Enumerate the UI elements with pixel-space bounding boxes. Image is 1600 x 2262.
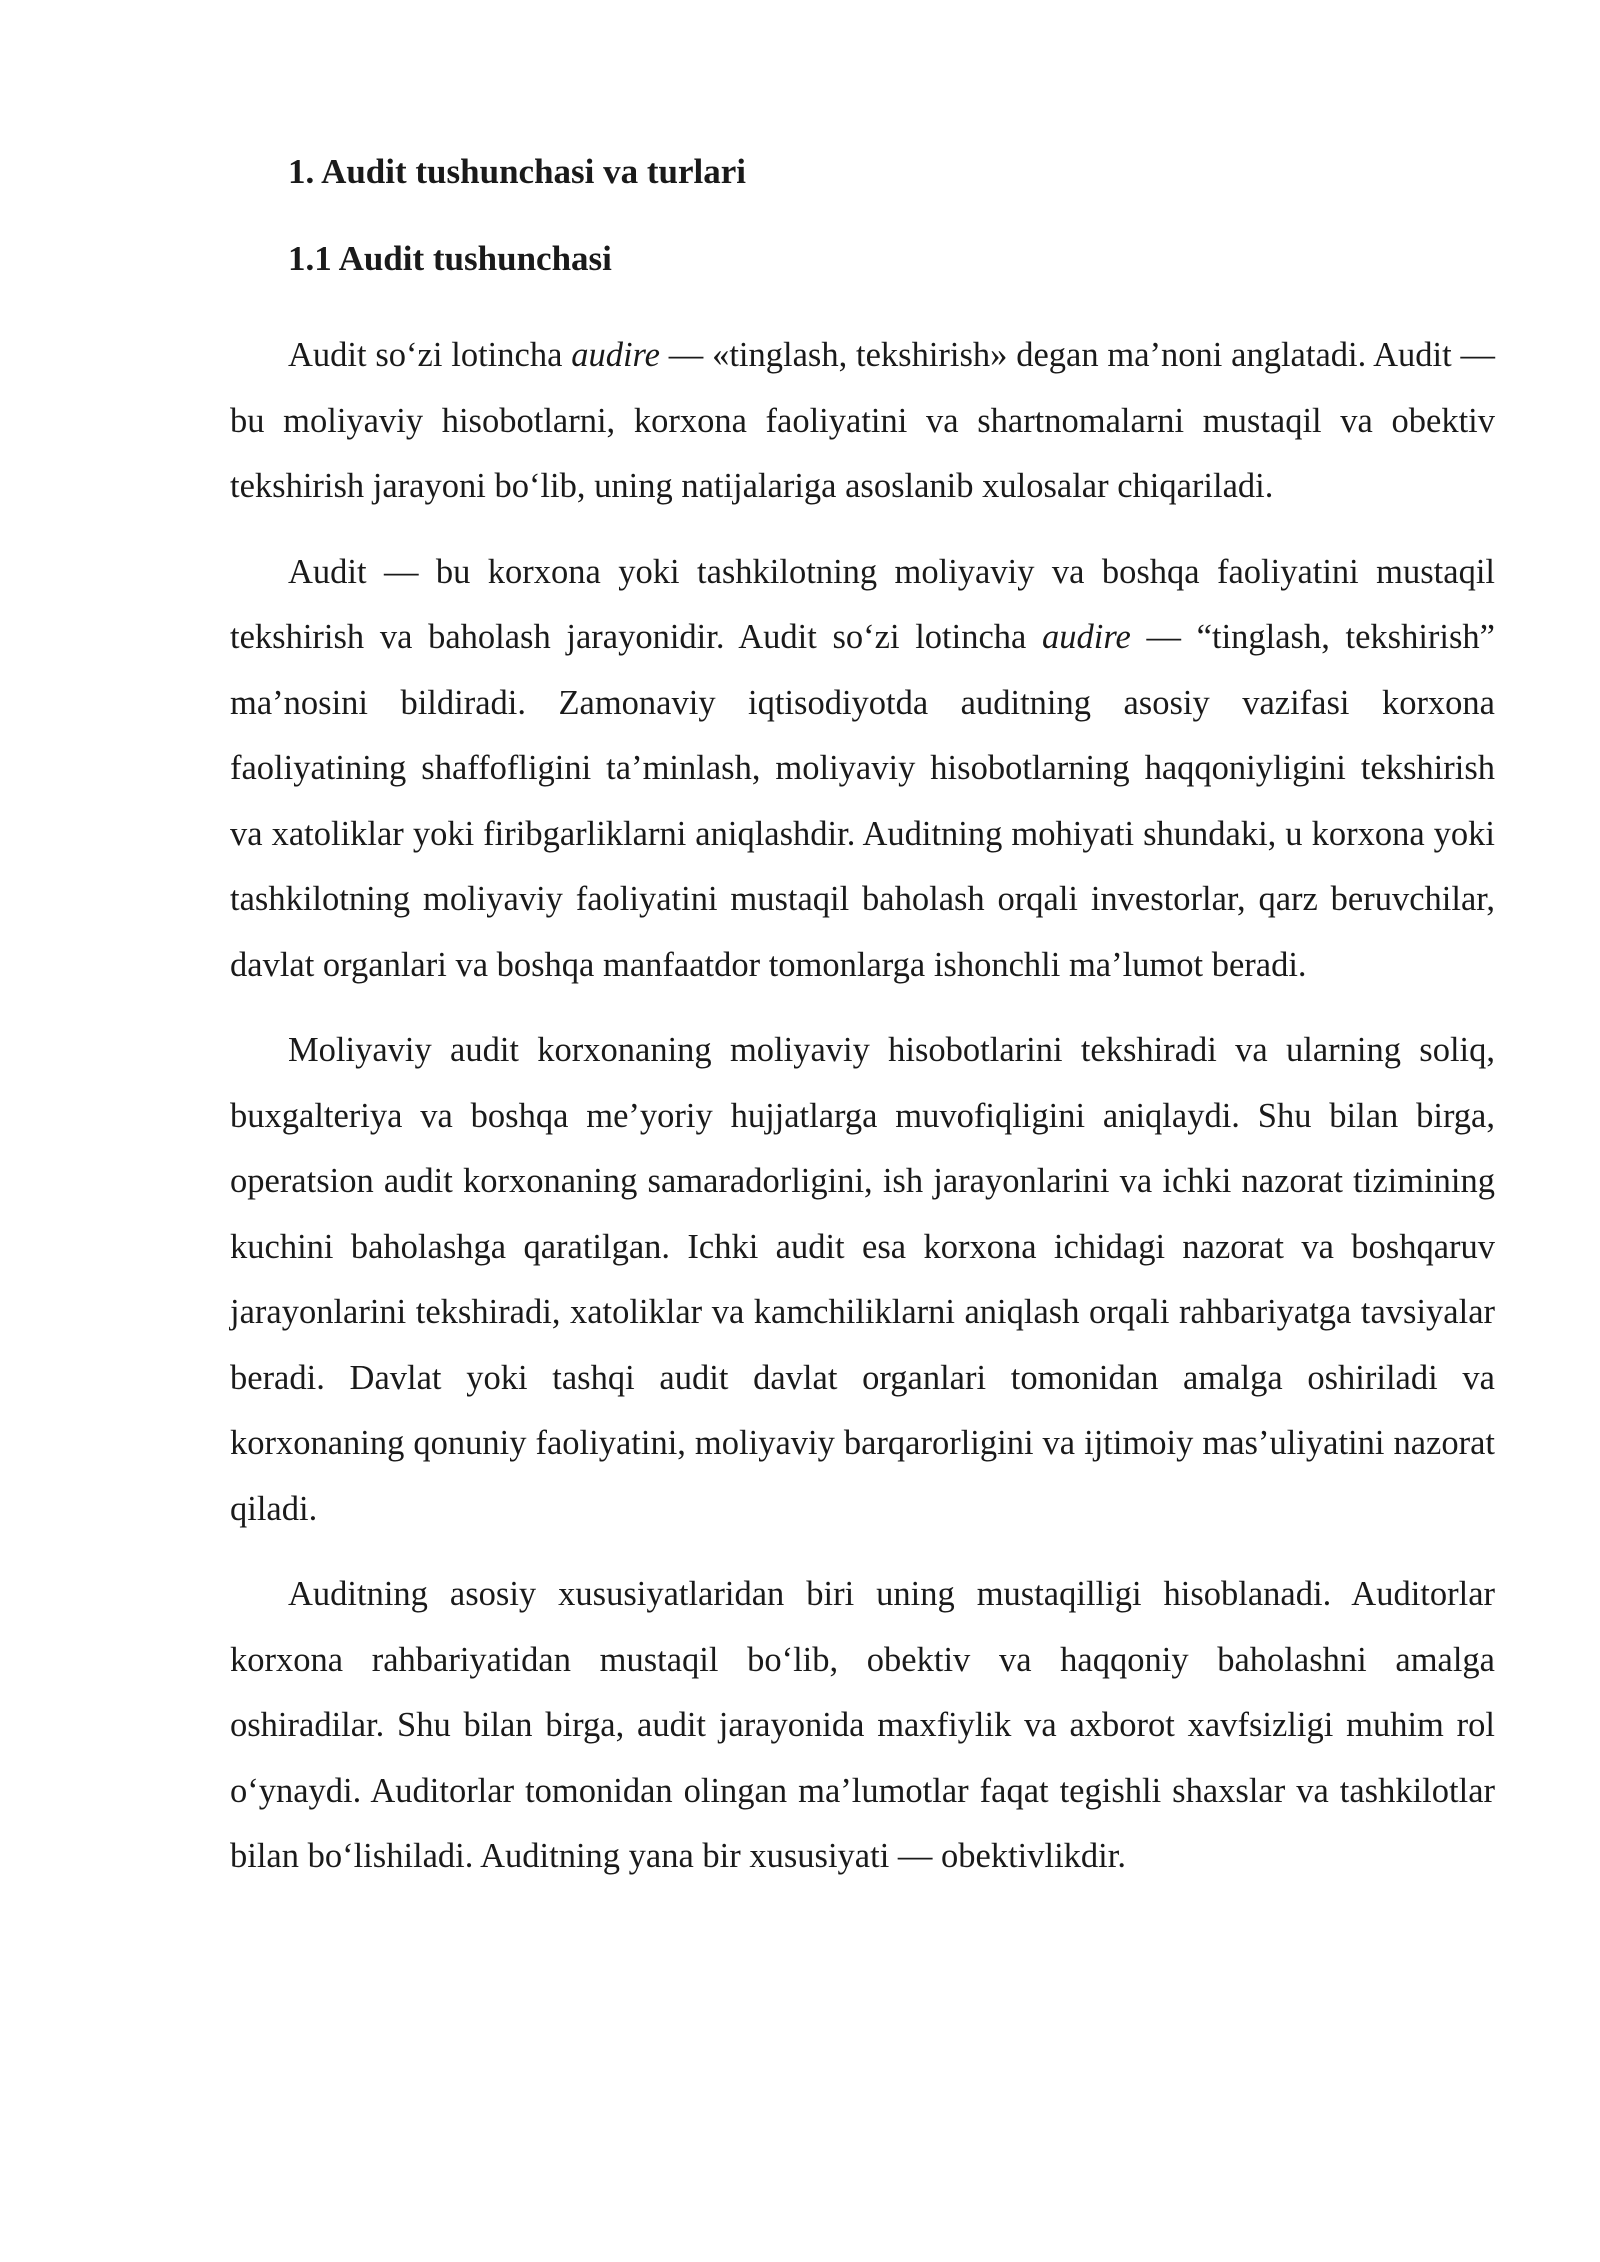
latin-term: audire xyxy=(1042,618,1131,656)
paragraph-essence xyxy=(230,540,1495,999)
section-heading: 1. Audit tushunchasi va turlari xyxy=(288,152,747,191)
paragraph-audit-types: Moliyaviy audit korxonaning moliyaviy hisobotlarini tekshiradi va ularning soliq, buxgalteriya va boshqa me’yoriy hujjatlarga muvofiqligini aniqlaydi. Shu bilan birga, operatsion audit korxonaning samaradorligini, ish jarayonlarini va ichki nazorat tizimining kuchini baholashga qaratilgan. Ichki audit esa korxona ichidagi nazorat va boshqaruv jarayonlarini tekshiradi, xatoliklar va kamchiliklarni aniqlash orqali rahbariyatga tavsiyalar beradi. Davlat yoki tashqi audit davlat organlari tomonidan amalga oshiriladi va korxonaning qonuniy faoliyatini, moliyaviy barqarorligini va ijtimoiy mas’uliyatini nazorat qiladi. xyxy=(230,1031,1495,1528)
paragraph-audit-features: Auditning asosiy xususiyatlaridan biri uning mustaqilligi hisoblanadi. Auditorlar korxona rahbariyatidan mustaqil bo‘lib, obektiv va haqqoniy baholashni amalga oshiradilar. Shu bilan birga, audit jarayonida maxfiylik va axborot xavfsizligi muhim rol o‘ynaydi. Auditorlar tomonidan olingan ma’lumotlar faqat tegishli shaxslar va tashkilotlar bilan bo‘lishiladi. Auditning yana bir xususiyati — obektivlikdir. xyxy=(230,1575,1495,1875)
paragraph-definition xyxy=(230,323,1495,520)
document-page xyxy=(230,150,1495,1910)
latin-term: audire xyxy=(571,336,660,374)
paragraph-text: Audit so‘zi lotincha xyxy=(288,336,572,374)
paragraph-text: Audit — bu korxona yoki tashkilotning moliyaviy va boshqa faoliyatini mustaqil tekshirish va baholash jarayonidir. Audit so‘zi lotincha xyxy=(230,552,1495,656)
paragraph-text: — “tinglash, tekshirish” ma’nosini bildiradi. Zamonaviy iqtisodiyotda auditning asosiy vazifasi korxona faoliyatining shaffofligini ta’minlash, moliyaviy hisobotlarning haqqoniyligini tekshirish va xatoliklar yoki firibgarliklarni aniqlashdir. Auditning mohiyati shundaki, u korxona yoki tashkilotning moliyaviy faoliyatini mustaqil baholash orqali investorlar, qarz beruvchilar, davlat organlari va boshqa manfaatdor tomonlarga ishonchli ma’lumot beradi. xyxy=(230,618,1495,984)
paragraph-text: — «tinglash, tekshirish» degan ma’noni anglatadi. Audit — bu moliyaviy hisobotlarni, korxona faoliyatini va shartnomalarni mustaqil va obektiv tekshirish jarayoni bo‘lib, uning natijalariga asoslanib xulosalar chiqariladi. xyxy=(230,336,1495,505)
subsection-heading: 1.1 Audit tushunchasi xyxy=(288,239,612,278)
